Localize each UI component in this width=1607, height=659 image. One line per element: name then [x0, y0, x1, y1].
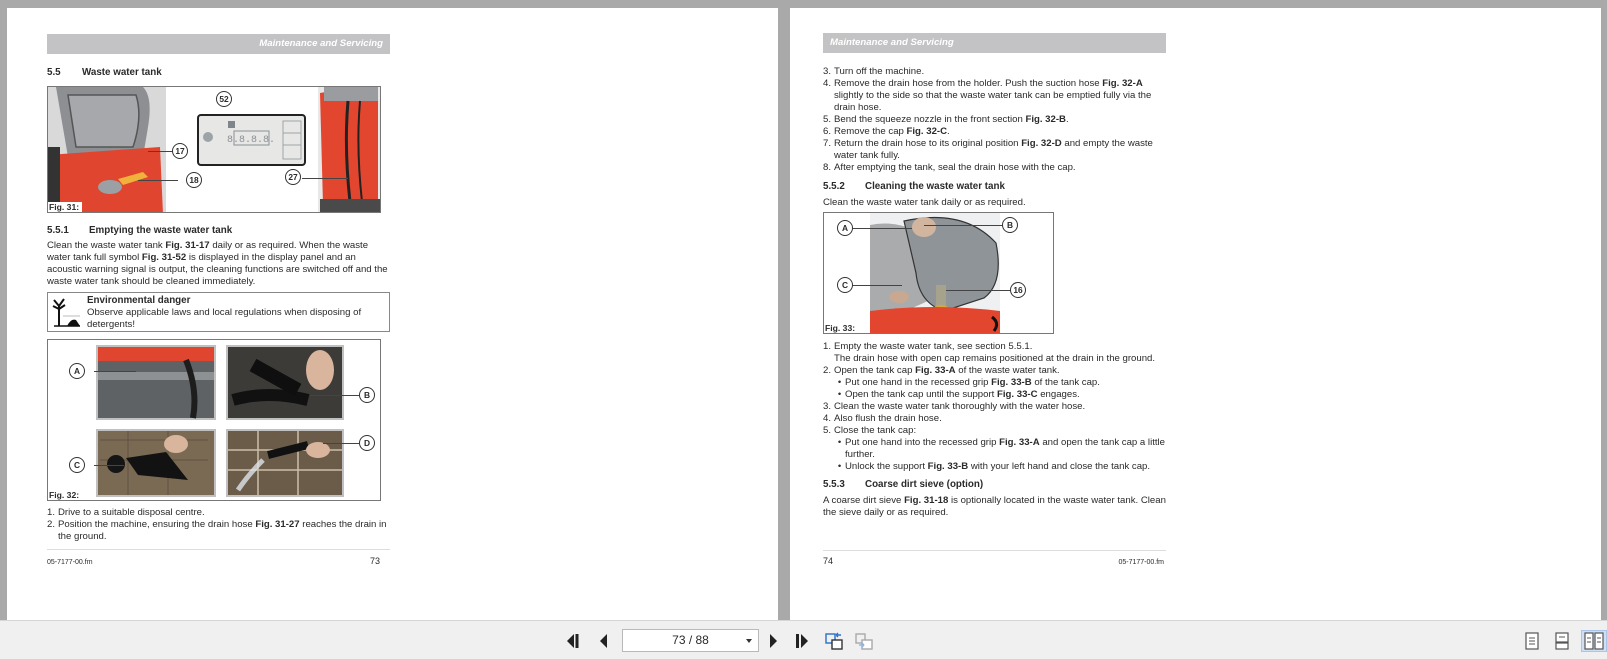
- next-page-icon: [764, 632, 782, 650]
- emptying-steps-continued: [823, 66, 1166, 174]
- continuous-view-icon: [1554, 632, 1570, 650]
- step: 4. Remove the drain hose from the holder. Push the suction hose Fig. 32-A slightly to the side so that the waste water tank can be emptied fully via the drain hose.: [823, 78, 1152, 113]
- intro-paragraph: Clean the waste water tank Fig. 31-17 daily or as required. When the waste water tank full symbol Fig. 31-52 is displayed in the display panel and an acoustic warning signal is output, the cleaning functions are switched off and the waste water tank should be cleaned immediately.: [47, 240, 388, 287]
- page-number: 74: [823, 556, 834, 566]
- figure-caption: Fig. 31:: [48, 202, 82, 212]
- cleaning-steps: [823, 341, 1166, 473]
- step: 7. Return the drain hose to its original position Fig. 32-D and empty the waste water tank fully.: [823, 138, 1153, 161]
- callout-52: 52: [216, 91, 232, 107]
- section-heading-5-5-1: 5.5.1 Emptying the waste water tank: [47, 225, 233, 236]
- drain-hose-photos: [48, 340, 381, 501]
- callout-C: C: [69, 457, 85, 473]
- substep: • Put one hand in the recessed grip Fig. 33-B of the tank cap.: [837, 377, 1100, 388]
- next-view-button[interactable]: [853, 630, 875, 652]
- machine-photo: [48, 87, 381, 213]
- warning-title: Environmental danger: [87, 295, 191, 306]
- section-heading-5-5-2: 5.5.2 Cleaning the waste water tank: [823, 181, 1005, 192]
- footer-rule: [823, 550, 1166, 551]
- figure-caption: Fig. 33:: [824, 323, 858, 333]
- last-page-button[interactable]: [791, 630, 813, 652]
- single-page-view-button[interactable]: [1521, 630, 1543, 652]
- previous-view-button[interactable]: [823, 630, 845, 652]
- step: 8. After emptying the tank, seal the drain hose with the cap.: [823, 162, 1076, 173]
- cleaning-intro: Clean the waste water tank daily or as required.: [823, 197, 1026, 208]
- substep: • Open the tank cap until the support Fig. 33-C engages.: [837, 389, 1080, 400]
- figure-31: [47, 86, 381, 213]
- figure-32: [47, 339, 381, 501]
- step: 6. Remove the cap Fig. 32-C.: [823, 126, 950, 137]
- step: 1. Drive to a suitable disposal centre.: [47, 507, 205, 518]
- step: 5. Close the tank cap:: [823, 425, 917, 436]
- footer-rule: [47, 549, 390, 550]
- chevron-down-icon: [746, 639, 752, 643]
- continuous-view-button[interactable]: [1551, 630, 1573, 652]
- environmental-warning: [47, 292, 390, 332]
- callout-27: 27: [285, 169, 301, 185]
- step: 3. Turn off the machine.: [823, 66, 925, 77]
- callout-B: B: [1002, 217, 1018, 233]
- next-view-icon: [854, 631, 874, 651]
- section-heading-5-5: 5.5 Waste water tank: [47, 67, 162, 78]
- warning-text: Observe applicable laws and local regulations when disposing of detergents!: [87, 307, 362, 330]
- first-page-icon: [565, 632, 583, 650]
- step: 2. Open the tank cap Fig. 33-A of the waste water tank.: [823, 365, 1060, 376]
- callout-B: B: [359, 387, 375, 403]
- page-74: Maintenance and Servicing 3. Turn off the machine. 4. Remove the drain hose from the holder. Push the suction hose Fig. 32-A slightly to the side so that the waste water tank can be emptied fully via the drain hose. 5. Bend the squeeze nozzle in the front section Fig. 32-B. 6. Remove the cap Fig. 32-C. 7. Return the drain hose to its original position Fig. 32-D and empty the waste water tank fully. 8. After emptying the tank, seal the drain hose with the cap. 5.5.2 Cleaning the waste water tank Clean the waste water tank daily or as required. A B C 16 Fig. 33: 1. Empty the waste water tank, see section 5.5.1. The drain hose with open cap remains positioned at the drain in the ground. 2. Open the tank cap Fig. 33-A of the waste water tank. • Put one hand in the recessed grip Fig. 33-B of the tank cap. • Open the tank cap until the support Fig. 33-C engages. 3. Clean the waste water tank thoroughly with the water hose. 4. Also flush the drain hose. 5. Close the tank cap: • Put one hand into the recessed grip Fig. 33-A and open the tank cap a little further. • Unlock the support Fig. 33-B with your left hand and close the tank cap. 5.5.3 Coarse dirt sieve (option) A coarse dirt sieve Fig. 31-18 is optionally located in the waste water tank. Clean the sieve daily or as required. 74 05-7177-00.fm: [790, 8, 1601, 620]
- callout-D: D: [359, 435, 375, 451]
- step: 3. Clean the waste water tank thoroughly with the water hose.: [823, 401, 1086, 412]
- step: 2. Position the machine, ensuring the drain hose Fig. 31-27 reaches the drain in the ground.: [47, 519, 387, 542]
- previous-page-button[interactable]: [593, 630, 615, 652]
- navigation-toolbar: [0, 620, 1607, 659]
- first-page-button[interactable]: [563, 630, 585, 652]
- substep: • Put one hand into the recessed grip Fig. 33-A and open the tank cap a little further.: [837, 437, 1165, 460]
- page-73: Maintenance and Servicing 5.5 Waste water tank 8.8.8.8. 52 17 18 27 Fig. 31: 5.5.1 Emptying the waste water tank Clean the waste water tank Fig. 31-17 daily or as required. When the waste water tank full symbol Fig. 31-52 is displayed in the display panel and an acoustic warning signal is output, the cleaning functions are switched off and the waste water tank should be cleaned immediately. Environmental danger Observe applicable laws and local regulations when disposing of detergents! A B C D Fig. 32: 1. Drive to a suitable disposal centre. 2. Position the machine, ensuring the drain hose Fig. 31-27 reaches the drain in the ground. 05-7177-00.fm 73: [7, 8, 778, 620]
- callout-A: A: [69, 363, 85, 379]
- sieve-paragraph: A coarse dirt sieve Fig. 31-18 is optionally located in the waste water tank. Clean the sieve daily or as required.: [823, 495, 1166, 518]
- previous-page-icon: [595, 632, 613, 650]
- callout-A: A: [837, 220, 853, 236]
- step: 1. Empty the waste water tank, see section 5.5.1.: [823, 341, 1033, 352]
- callout-16: 16: [1010, 282, 1026, 298]
- next-page-button[interactable]: [762, 630, 784, 652]
- step: 4. Also flush the drain hose.: [823, 413, 942, 424]
- step-note: The drain hose with open cap remains positioned at the drain in the ground.: [834, 353, 1156, 364]
- emptying-steps: [47, 507, 390, 543]
- svg-text:8.8.8.8.: 8.8.8.8.: [226, 135, 276, 146]
- callout-17: 17: [172, 143, 188, 159]
- tank-cap-photo: [824, 213, 1054, 334]
- step: 5. Bend the squeeze nozzle in the front section Fig. 32-B.: [823, 114, 1069, 125]
- section-heading-5-5-3: 5.5.3 Coarse dirt sieve (option): [823, 479, 984, 490]
- single-page-view-icon: [1524, 632, 1540, 650]
- environment-tree-icon: [51, 296, 81, 328]
- callout-18: 18: [186, 172, 202, 188]
- page-number-select[interactable]: 73 / 88: [622, 629, 759, 652]
- figure-caption: Fig. 32:: [48, 490, 82, 500]
- last-page-icon: [793, 632, 811, 650]
- running-header: Maintenance and Servicing: [823, 33, 1166, 53]
- two-page-view-button[interactable]: [1581, 630, 1607, 652]
- previous-view-icon: [824, 631, 844, 651]
- two-page-view-icon: [1584, 632, 1604, 650]
- substep: • Unlock the support Fig. 33-B with your left hand and close the tank cap.: [837, 461, 1151, 472]
- figure-33: [823, 212, 1054, 334]
- running-header: Maintenance and Servicing: [47, 34, 390, 54]
- page-number: 73: [369, 556, 380, 566]
- callout-C: C: [837, 277, 853, 293]
